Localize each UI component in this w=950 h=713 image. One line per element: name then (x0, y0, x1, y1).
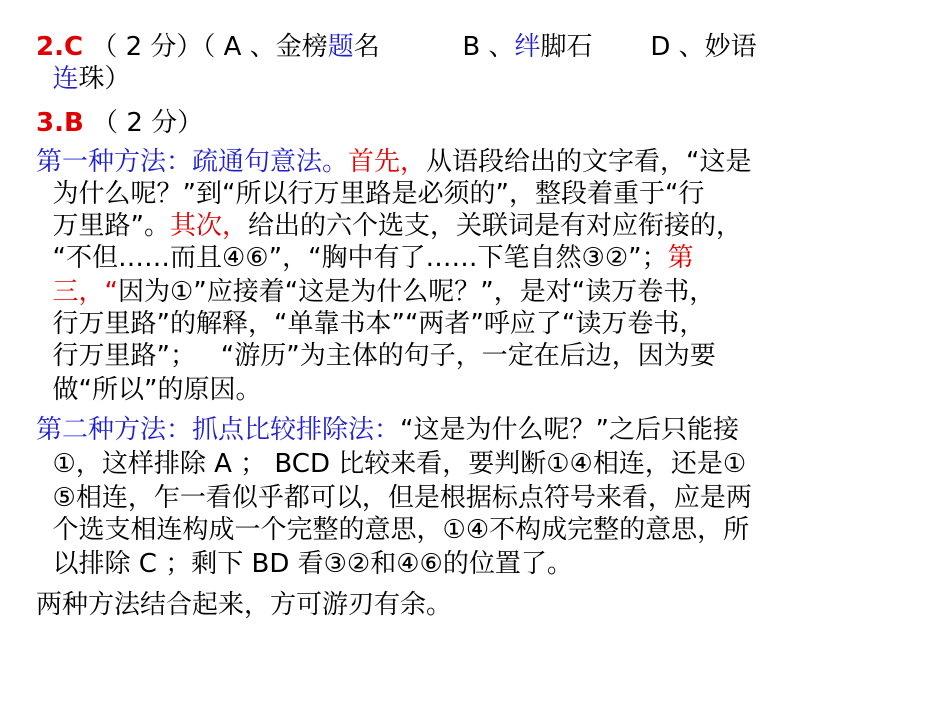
text-segment: 题 (327, 32, 354, 62)
text-segment: 第 (667, 243, 694, 273)
text-segment: 三，“ (36, 277, 118, 307)
text-segment: 脚石 D 、妙语 (540, 32, 757, 62)
text-segment: 给出的六个选支，关联词是有对应衔接的， (248, 211, 743, 241)
text-segment: 名 B 、 (353, 32, 515, 62)
text-segment: “这是为什么呢？”之后只能接 (400, 415, 739, 445)
text-segment: 因为①”应接着“这是为什么呢？”，是对“读万卷书， (118, 277, 716, 307)
text-line (36, 307, 705, 341)
text-line (36, 481, 752, 515)
text-line (36, 588, 452, 622)
text-line (36, 373, 261, 407)
text-segment: 万里路”。 (36, 211, 170, 241)
text-line (36, 241, 694, 275)
text-segment: 珠） (78, 64, 131, 94)
text-segment: 做“所以”的原因。 (36, 375, 262, 405)
text-segment: 3.B (36, 108, 84, 138)
text-segment: 其次， (170, 211, 249, 241)
text-line (36, 547, 573, 581)
text-segment: 第一种方法：疏通句意法。 (36, 147, 349, 177)
text-line (36, 513, 749, 547)
text-segment: 2.C (36, 32, 84, 62)
text-segment: “不但……而且④⑥”，“胸中有了……下笔自然③②”； (36, 243, 668, 273)
text-line (36, 106, 203, 140)
text-segment: 为什么呢？”到“所以行万里路是必须的”，整段着重于“行 (36, 179, 705, 209)
text-line (36, 145, 752, 179)
text-segment: 个选支相连构成一个完整的意思，①④不构成完整的意思，所 (36, 515, 750, 545)
text-segment: ⑤相连，乍一看似乎都可以，但是根据标点符号来看，应是两 (36, 483, 752, 513)
text-segment: 从语段给出的文字看，“这是 (426, 147, 752, 177)
text-segment: ①，这样排除 A ； BCD 比较来看，要判断①④相连，还是① (36, 449, 747, 479)
text-segment: 行万里路”； “游历”为主体的句子，一定在后边，因为要 (36, 341, 716, 371)
text-segment: 绊 (514, 32, 541, 62)
text-segment: 连 (52, 64, 79, 94)
text-line (36, 413, 739, 447)
text-segment: （ 2 分） (83, 108, 204, 138)
text-line (36, 275, 715, 309)
text-segment: 两种方法结合起来，方可游刃有余。 (36, 590, 453, 620)
text-segment: 以排除 C ；剩下 BD 看③②和④⑥的位置了。 (36, 549, 573, 579)
text-line (36, 209, 742, 243)
text-line (36, 447, 746, 481)
text-line (36, 339, 716, 373)
text-segment: 第二种方法：抓点比较排除法： (36, 415, 401, 445)
text-line (36, 30, 757, 64)
text-segment: 行万里路”的解释，“单靠书本”“两者”呼应了“读万卷书， (36, 309, 706, 339)
text-segment (36, 64, 53, 94)
text-segment: （ 2 分）（ A 、金榜 (83, 32, 328, 62)
text-line (36, 177, 704, 211)
text-segment: 首先， (348, 147, 427, 177)
text-line (36, 62, 131, 96)
